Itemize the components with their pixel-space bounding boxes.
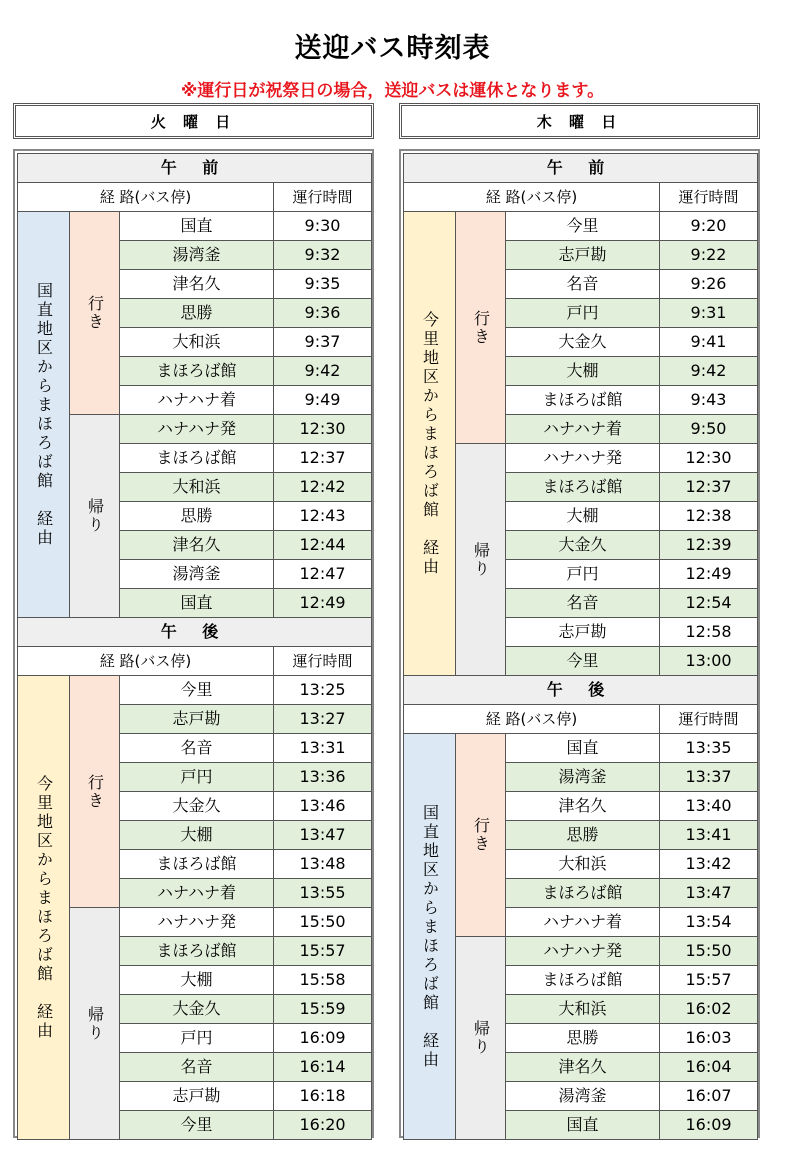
bus-stop-name: 志戸勘	[120, 1082, 274, 1111]
route-label: 国直地区からまほろば館 経由	[18, 212, 70, 618]
bus-stop-name: ハナハナ発	[506, 444, 660, 473]
departure-time: 15:50	[274, 908, 372, 937]
departure-time: 15:59	[274, 995, 372, 1024]
bus-stop-name: 思勝	[506, 821, 660, 850]
departure-time: 13:00	[660, 647, 758, 676]
table-row	[404, 734, 758, 763]
bus-stop-name: 大和浜	[120, 473, 274, 502]
bus-stop-name: 国直	[506, 734, 660, 763]
direction-label-return: 帰り	[456, 444, 506, 676]
departure-time: 15:57	[660, 966, 758, 995]
direction-label-return: 帰り	[70, 908, 120, 1140]
departure-time: 9:37	[274, 328, 372, 357]
bus-stop-name: まほろば館	[120, 444, 274, 473]
departure-time: 9:49	[274, 386, 372, 415]
section-header-am: 午 前	[404, 154, 758, 183]
bus-stop-name: 津名久	[506, 792, 660, 821]
thursday-panel	[399, 149, 760, 1138]
direction-label-return: 帰り	[70, 415, 120, 618]
table-row	[404, 444, 758, 473]
bus-stop-name: まほろば館	[506, 879, 660, 908]
departure-time: 12:30	[660, 444, 758, 473]
departure-time: 12:38	[660, 502, 758, 531]
bus-stop-name: 大和浜	[120, 328, 274, 357]
bus-stop-name: 戸円	[506, 560, 660, 589]
departure-time: 15:57	[274, 937, 372, 966]
table-row	[18, 676, 372, 705]
bus-stop-name: 大和浜	[506, 995, 660, 1024]
departure-time: 12:37	[660, 473, 758, 502]
bus-stop-name: 国直	[506, 1111, 660, 1140]
bus-stop-name: 津名久	[120, 270, 274, 299]
bus-stop-name: 戸円	[506, 299, 660, 328]
route-label: 今里地区からまほろば館 経由	[18, 676, 70, 1140]
route-stop-header: 経 路(バス停)	[18, 183, 274, 212]
departure-time: 13:41	[660, 821, 758, 850]
bus-stop-name: 湯湾釜	[120, 560, 274, 589]
departure-time: 9:50	[660, 415, 758, 444]
route-label: 今里地区からまほろば館 経由	[404, 212, 456, 676]
departure-time: 13:54	[660, 908, 758, 937]
table-row	[404, 212, 758, 241]
bus-stop-name: 名音	[506, 270, 660, 299]
column-header-row	[18, 647, 372, 676]
departure-time: 16:18	[274, 1082, 372, 1111]
bus-stop-name: まほろば館	[120, 850, 274, 879]
departure-time: 9:36	[274, 299, 372, 328]
departure-time: 12:58	[660, 618, 758, 647]
holiday-notice: ※運行日が祝祭日の場合，送迎バスは運休となります。	[180, 81, 605, 101]
bus-stop-name: 志戸勘	[506, 618, 660, 647]
route-stop-header: 経 路(バス停)	[404, 705, 660, 734]
departure-time: 13:40	[660, 792, 758, 821]
direction-label-outbound: 行き	[70, 212, 120, 415]
bus-stop-name: まほろば館	[506, 386, 660, 415]
direction-label-return: 帰り	[456, 937, 506, 1140]
departure-time: 9:42	[274, 357, 372, 386]
bus-stop-name: ハナハナ発	[120, 415, 274, 444]
departure-time: 16:02	[660, 995, 758, 1024]
departure-time: 12:42	[274, 473, 372, 502]
bus-stop-name: 大和浜	[506, 850, 660, 879]
time-header: 運行時間	[660, 183, 758, 212]
table-row	[18, 415, 372, 444]
route-label: 国直地区からまほろば館 経由	[404, 734, 456, 1140]
direction-label-outbound: 行き	[456, 212, 506, 444]
day-header-tuesday: 火 曜 日	[13, 103, 374, 139]
departure-time: 9:30	[274, 212, 372, 241]
column-header-row	[404, 183, 758, 212]
departure-time: 13:25	[274, 676, 372, 705]
column-header-row	[18, 183, 372, 212]
departure-time: 13:47	[274, 821, 372, 850]
bus-stop-name: 大金久	[506, 328, 660, 357]
day-header-thursday: 木 曜 日	[399, 103, 760, 139]
thursday-timetable	[403, 153, 758, 1140]
bus-stop-name: 大棚	[120, 966, 274, 995]
departure-time: 16:20	[274, 1111, 372, 1140]
departure-time: 9:31	[660, 299, 758, 328]
bus-stop-name: 大棚	[506, 357, 660, 386]
bus-stop-name: 名音	[506, 589, 660, 618]
bus-stop-name: まほろば館	[120, 937, 274, 966]
departure-time: 13:46	[274, 792, 372, 821]
bus-stop-name: まほろば館	[506, 473, 660, 502]
departure-time: 13:35	[660, 734, 758, 763]
departure-time: 12:47	[274, 560, 372, 589]
bus-stop-name: ハナハナ着	[120, 879, 274, 908]
tuesday-timetable	[17, 153, 372, 1140]
bus-stop-name: 今里	[506, 212, 660, 241]
bus-stop-name: ハナハナ着	[506, 415, 660, 444]
departure-time: 13:27	[274, 705, 372, 734]
bus-stop-name: 今里	[506, 647, 660, 676]
bus-stop-name: 湯湾釜	[506, 1082, 660, 1111]
departure-time: 12:43	[274, 502, 372, 531]
bus-stop-name: 志戸勘	[120, 705, 274, 734]
departure-time: 13:36	[274, 763, 372, 792]
table-row	[18, 908, 372, 937]
departure-time: 9:26	[660, 270, 758, 299]
departure-time: 13:55	[274, 879, 372, 908]
departure-time: 15:50	[660, 937, 758, 966]
bus-stop-name: 今里	[120, 676, 274, 705]
route-stop-header: 経 路(バス停)	[404, 183, 660, 212]
departure-time: 12:44	[274, 531, 372, 560]
bus-stop-name: 名音	[120, 734, 274, 763]
bus-stop-name: 戸円	[120, 763, 274, 792]
departure-time: 9:43	[660, 386, 758, 415]
bus-stop-name: 思勝	[120, 299, 274, 328]
departure-time: 12:49	[660, 560, 758, 589]
section-header-am: 午 前	[18, 154, 372, 183]
departure-time: 9:42	[660, 357, 758, 386]
direction-label-outbound: 行き	[70, 676, 120, 908]
departure-time: 16:14	[274, 1053, 372, 1082]
bus-stop-name: 湯湾釜	[506, 763, 660, 792]
departure-time: 9:32	[274, 241, 372, 270]
departure-time: 9:20	[660, 212, 758, 241]
time-header: 運行時間	[274, 183, 372, 212]
departure-time: 13:37	[660, 763, 758, 792]
bus-stop-name: 国直	[120, 589, 274, 618]
time-header: 運行時間	[274, 647, 372, 676]
departure-time: 13:47	[660, 879, 758, 908]
direction-label-outbound: 行き	[456, 734, 506, 937]
bus-stop-name: まほろば館	[120, 357, 274, 386]
bus-stop-name: 国直	[120, 212, 274, 241]
bus-stop-name: 戸円	[120, 1024, 274, 1053]
departure-time: 13:48	[274, 850, 372, 879]
departure-time: 15:58	[274, 966, 372, 995]
bus-stop-name: ハナハナ発	[120, 908, 274, 937]
departure-time: 16:09	[274, 1024, 372, 1053]
table-row	[18, 212, 372, 241]
departure-time: 12:54	[660, 589, 758, 618]
departure-time: 9:22	[660, 241, 758, 270]
bus-stop-name: 大棚	[120, 821, 274, 850]
departure-time: 16:09	[660, 1111, 758, 1140]
section-header-pm: 午 後	[404, 676, 758, 705]
section-header-pm: 午 後	[18, 618, 372, 647]
bus-stop-name: ハナハナ着	[506, 908, 660, 937]
departure-time: 12:30	[274, 415, 372, 444]
section-header-row	[404, 676, 758, 705]
bus-stop-name: 名音	[120, 1053, 274, 1082]
tuesday-panel	[13, 149, 374, 1138]
bus-stop-name: ハナハナ発	[506, 937, 660, 966]
section-header-row	[404, 154, 758, 183]
bus-stop-name: 大金久	[506, 531, 660, 560]
departure-time: 12:49	[274, 589, 372, 618]
bus-stop-name: 大金久	[120, 995, 274, 1024]
bus-stop-name: 志戸勘	[506, 241, 660, 270]
bus-stop-name: 津名久	[506, 1053, 660, 1082]
bus-stop-name: まほろば館	[506, 966, 660, 995]
column-header-row	[404, 705, 758, 734]
table-row	[404, 937, 758, 966]
departure-time: 16:07	[660, 1082, 758, 1111]
departure-time: 9:41	[660, 328, 758, 357]
page-title: 送迎バス時刻表	[294, 33, 491, 64]
section-header-row	[18, 618, 372, 647]
bus-stop-name: 湯湾釜	[120, 241, 274, 270]
departure-time: 16:03	[660, 1024, 758, 1053]
departure-time: 9:35	[274, 270, 372, 299]
bus-stop-name: 大棚	[506, 502, 660, 531]
bus-stop-name: 大金久	[120, 792, 274, 821]
departure-time: 12:39	[660, 531, 758, 560]
bus-stop-name: 今里	[120, 1111, 274, 1140]
route-stop-header: 経 路(バス停)	[18, 647, 274, 676]
section-header-row	[18, 154, 372, 183]
departure-time: 16:04	[660, 1053, 758, 1082]
bus-stop-name: 思勝	[506, 1024, 660, 1053]
time-header: 運行時間	[660, 705, 758, 734]
bus-stop-name: 思勝	[120, 502, 274, 531]
bus-stop-name: ハナハナ着	[120, 386, 274, 415]
departure-time: 13:42	[660, 850, 758, 879]
bus-stop-name: 津名久	[120, 531, 274, 560]
departure-time: 13:31	[274, 734, 372, 763]
departure-time: 12:37	[274, 444, 372, 473]
